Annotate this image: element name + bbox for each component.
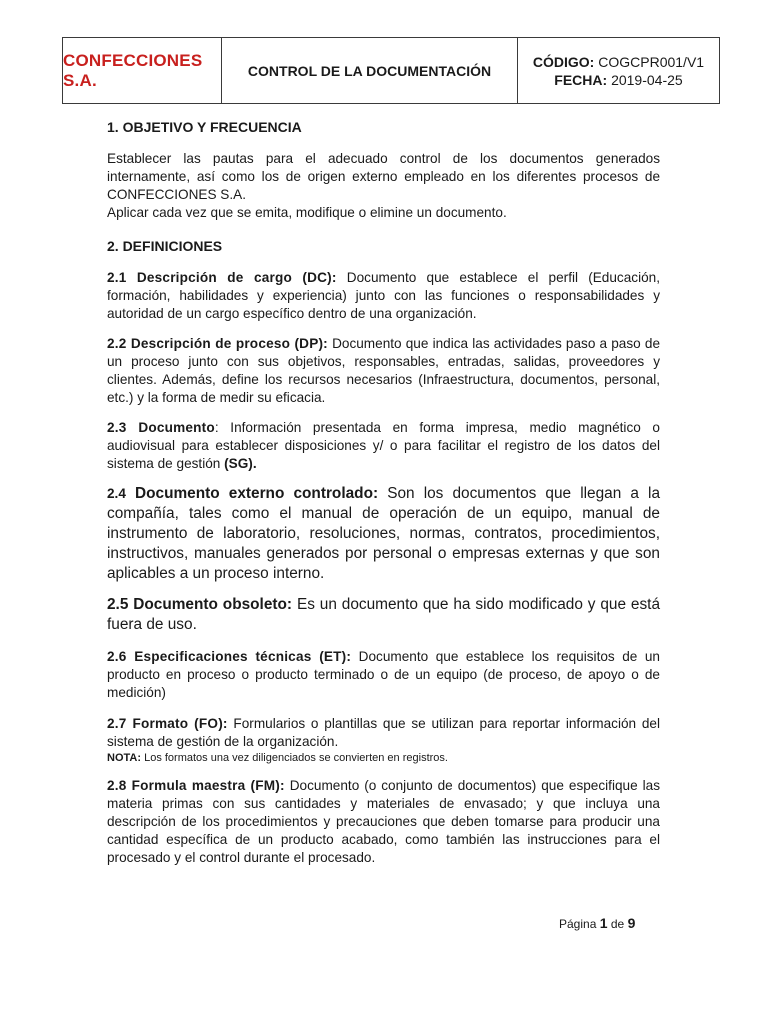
company-logo bbox=[63, 38, 222, 103]
date-value: 2019-04-25 bbox=[611, 71, 683, 88]
definition-2-3-text: : Información presentada en forma impresa, medio magnético o audiovisual para establecer disposiciones y/ o para facilitar el registro de los datos del sistema de gestión bbox=[107, 420, 660, 471]
definition-2-7 bbox=[107, 715, 660, 751]
definition-2-7-text: Formularios o plantillas que se utilizan para reportar información del sistema de gestión de la organización. bbox=[107, 716, 661, 749]
company-logo-text: CONFECCIONES S.A. bbox=[63, 50, 203, 90]
date-line bbox=[554, 71, 682, 89]
definition-2-8 bbox=[107, 777, 660, 867]
definition-2-7-term: 2.7 Formato (FO): bbox=[107, 716, 228, 731]
definition-2-5-text: Es un documento que ha sido modificado y que está fuera de uso. bbox=[107, 596, 661, 633]
note-text: Los formatos una vez diligenciados se convierten en registros. bbox=[144, 752, 448, 764]
code-value: COGCPR001/V1 bbox=[598, 53, 705, 70]
definition-2-6-text: Documento que establece los requisitos de un producto en proceso o producto terminado o de un equipo (de proceso, de apoyo o de medición) bbox=[107, 649, 660, 700]
definition-2-4-text: Son los documentos que llegan a la compañía, tales como el manual de operación de un equipo, manual de instrumento de laboratorio, resoluciones, normas, contratos, procedimientos, instructivos, manuales generados por personal o empresas externas y que son aplicables a un proceso interno. bbox=[107, 485, 661, 582]
definition-2-3 bbox=[107, 419, 660, 473]
definition-2-5-term: 2.5 Documento obsoleto: bbox=[107, 596, 293, 613]
section-1-title: 1. OBJETIVO Y FRECUENCIA bbox=[107, 119, 302, 135]
page-of-word: de bbox=[610, 917, 625, 931]
code-line bbox=[533, 53, 704, 71]
definition-2-4-number: 2.4 bbox=[107, 486, 126, 501]
definition-2-1-text: Documento que establece el perfil (Educación, formación, habilidades y experiencia) junto con las funciones o responsabilidades y autoridad de un cargo específico dentro de una organización. bbox=[107, 270, 660, 321]
page-total: 9 bbox=[627, 915, 636, 931]
definition-2-6-term: 2.6 Especificaciones técnicas (ET): bbox=[107, 649, 352, 664]
page-current: 1 bbox=[599, 915, 608, 931]
definition-2-2-term: 2.2 Descripción de proceso (DP): bbox=[107, 336, 328, 351]
definition-2-4 bbox=[107, 484, 660, 584]
definition-2-3-tail: (SG). bbox=[224, 456, 257, 471]
definition-2-1-term: 2.1 Descripción de cargo (DC): bbox=[107, 270, 337, 285]
document-code-block bbox=[518, 38, 719, 103]
definition-2-2 bbox=[107, 335, 660, 407]
section-2-title: 2. DEFINICIONES bbox=[107, 238, 223, 254]
document-title: CONTROL DE LA DOCUMENTACIÓN bbox=[222, 38, 518, 103]
definition-2-4-term: Documento externo controlado: bbox=[135, 485, 379, 502]
definition-2-6 bbox=[107, 648, 660, 702]
definition-2-8-term: 2.8 Formula maestra (FM): bbox=[107, 778, 285, 793]
page-number bbox=[559, 915, 635, 931]
section-1-paragraph-2: Aplicar cada vez que se emita, modifique o elimine un documento. bbox=[107, 205, 507, 220]
code-label: CÓDIGO: bbox=[532, 53, 595, 70]
section-1-paragraph-1: Establecer las pautas para el adecuado control de los documentos generados internamente, así como los de origen externo empleado en los diferentes procesos de CONFECCIONES S.A. bbox=[107, 151, 660, 202]
definition-2-7-note bbox=[107, 751, 660, 765]
document-body bbox=[107, 119, 660, 867]
definition-2-8-text: Documento (o conjunto de documentos) que especifique las materia primas con sus cantidades y materiales de envasado; y que incluya una descripción de los procedimientos y precauciones que deben tomarse para producir una cantidad específica de un producto acabado, como también las instrucciones para el procesado y el control durante el procesado. bbox=[107, 778, 660, 865]
page-word: Página bbox=[559, 917, 597, 931]
definition-2-2-text: Documento que indica las actividades paso a paso de un proceso junto con sus objetivos, responsables, entradas, salidas, proveedores y clientes. Además, define los recursos necesarios (Infraestructura, documentos, personal, etc.) y la forma de medir su eficacia. bbox=[107, 336, 660, 405]
definition-2-3-term: 2.3 Documento bbox=[107, 420, 215, 435]
date-label: FECHA: bbox=[554, 71, 608, 88]
definition-2-5 bbox=[107, 595, 660, 635]
note-label: NOTA: bbox=[107, 752, 142, 764]
document-header bbox=[62, 37, 720, 104]
definition-2-1 bbox=[107, 269, 660, 323]
